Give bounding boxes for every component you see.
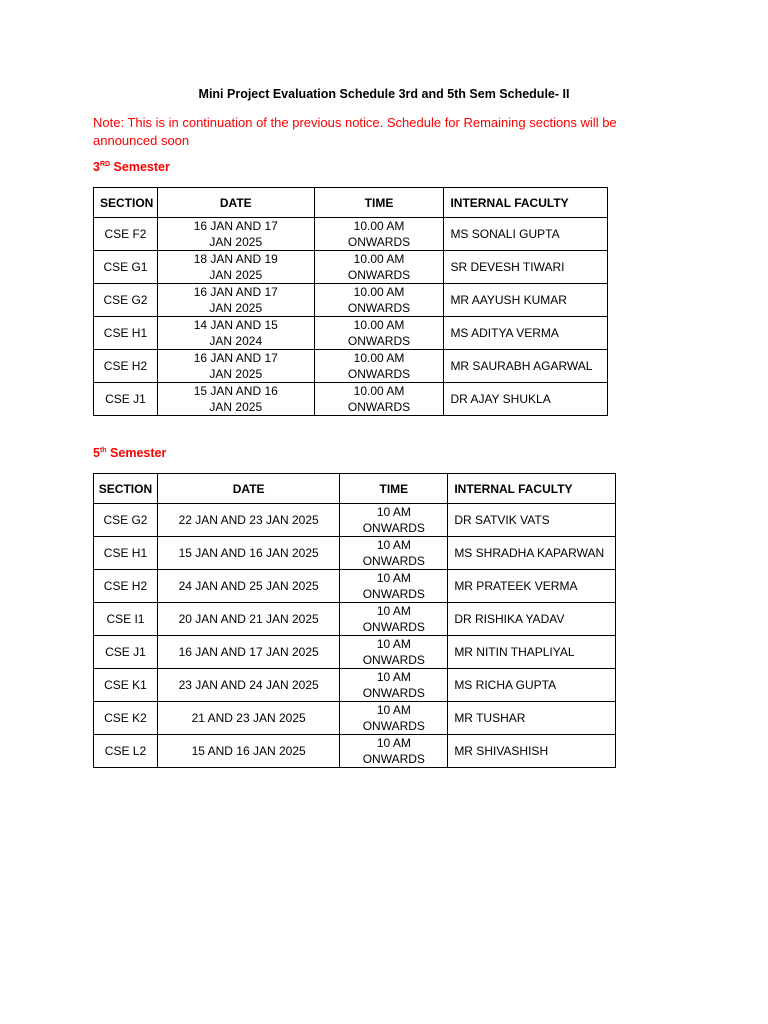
sem3-table bbox=[93, 187, 608, 416]
date-cell: 22 JAN AND 23 JAN 2025 bbox=[157, 504, 339, 537]
sem3-suffix: RD bbox=[99, 161, 111, 168]
table-row bbox=[94, 702, 616, 735]
sem5-heading bbox=[93, 446, 166, 460]
faculty-cell: MS RICHA GUPTA bbox=[448, 669, 616, 702]
sem5-header-row bbox=[94, 474, 616, 504]
section-cell: CSE G2 bbox=[94, 504, 158, 537]
faculty-cell: DR SATVIK VATS bbox=[448, 504, 616, 537]
time-cell: 10.00 AM ONWARDS bbox=[314, 383, 444, 416]
faculty-cell: MR NITIN THAPLIYAL bbox=[448, 636, 616, 669]
section-cell: CSE G2 bbox=[94, 284, 158, 317]
sem5-table bbox=[93, 473, 616, 768]
date-cell: 14 JAN AND 15 JAN 2024 bbox=[157, 317, 314, 350]
faculty-cell: MR TUSHAR bbox=[448, 702, 616, 735]
col-header-time: TIME bbox=[314, 188, 444, 218]
table-row bbox=[94, 537, 616, 570]
table-row bbox=[94, 636, 616, 669]
table-row bbox=[94, 603, 616, 636]
faculty-cell: SR DEVESH TIWARI bbox=[444, 251, 608, 284]
date-cell: 16 JAN AND 17 JAN 2025 bbox=[157, 636, 339, 669]
time-cell: 10.00 AM ONWARDS bbox=[314, 350, 444, 383]
time-cell: 10.00 AM ONWARDS bbox=[314, 284, 444, 317]
time-cell: 10 AM ONWARDS bbox=[340, 603, 448, 636]
faculty-cell: MR SHIVASHISH bbox=[448, 735, 616, 768]
table-row bbox=[94, 350, 608, 383]
sem3-label: Semester bbox=[110, 160, 170, 174]
section-cell: CSE G1 bbox=[94, 251, 158, 284]
col-header-section: SECTION bbox=[94, 474, 158, 504]
faculty-cell: MR PRATEEK VERMA bbox=[448, 570, 616, 603]
section-cell: CSE H1 bbox=[94, 537, 158, 570]
date-cell: 24 JAN AND 25 JAN 2025 bbox=[157, 570, 339, 603]
section-cell: CSE F2 bbox=[94, 218, 158, 251]
date-cell: 21 AND 23 JAN 2025 bbox=[157, 702, 339, 735]
notice-text: Note: This is in continuation of the previous notice. Schedule for Remaining sections will be announced soon bbox=[93, 115, 617, 148]
time-cell: 10 AM ONWARDS bbox=[340, 636, 448, 669]
faculty-cell: MS SHRADHA KAPARWAN bbox=[448, 537, 616, 570]
section-cell: CSE H2 bbox=[94, 350, 158, 383]
date-cell: 20 JAN AND 21 JAN 2025 bbox=[157, 603, 339, 636]
section-cell: CSE J1 bbox=[94, 383, 158, 416]
date-cell: 16 JAN AND 17 JAN 2025 bbox=[157, 284, 314, 317]
section-cell: CSE H1 bbox=[94, 317, 158, 350]
table-row bbox=[94, 504, 616, 537]
sem5-table-body bbox=[94, 504, 616, 768]
sem3-heading bbox=[93, 160, 170, 174]
faculty-cell: MR AAYUSH KUMAR bbox=[444, 284, 608, 317]
time-cell: 10 AM ONWARDS bbox=[340, 537, 448, 570]
col-header-date: DATE bbox=[157, 188, 314, 218]
time-cell: 10 AM ONWARDS bbox=[340, 702, 448, 735]
col-header-faculty: INTERNAL FACULTY bbox=[444, 188, 608, 218]
col-header-faculty: INTERNAL FACULTY bbox=[448, 474, 616, 504]
time-cell: 10 AM ONWARDS bbox=[340, 504, 448, 537]
table-row bbox=[94, 669, 616, 702]
sem3-table-body bbox=[94, 218, 608, 416]
page-title: Mini Project Evaluation Schedule 3rd and 5th Sem Schedule- II bbox=[198, 87, 570, 101]
sem3-number: 3 bbox=[93, 160, 100, 174]
section-cell: CSE K2 bbox=[94, 702, 158, 735]
date-cell: 18 JAN AND 19 JAN 2025 bbox=[157, 251, 314, 284]
table-row bbox=[94, 317, 608, 350]
sem5-number: 5 bbox=[93, 446, 100, 460]
faculty-cell: MS ADITYA VERMA bbox=[444, 317, 608, 350]
faculty-cell: DR AJAY SHUKLA bbox=[444, 383, 608, 416]
table-row bbox=[94, 284, 608, 317]
date-cell: 15 AND 16 JAN 2025 bbox=[157, 735, 339, 768]
sem5-label: Semester bbox=[106, 446, 167, 460]
table-row bbox=[94, 735, 616, 768]
faculty-cell: DR RISHIKA YADAV bbox=[448, 603, 616, 636]
col-header-date: DATE bbox=[157, 474, 339, 504]
time-cell: 10 AM ONWARDS bbox=[340, 735, 448, 768]
section-cell: CSE K1 bbox=[94, 669, 158, 702]
time-cell: 10 AM ONWARDS bbox=[340, 570, 448, 603]
time-cell: 10.00 AM ONWARDS bbox=[314, 218, 444, 251]
date-cell: 15 JAN AND 16 JAN 2025 bbox=[157, 383, 314, 416]
table-row bbox=[94, 218, 608, 251]
sem5-suffix: th bbox=[99, 447, 107, 454]
date-cell: 23 JAN AND 24 JAN 2025 bbox=[157, 669, 339, 702]
time-cell: 10 AM ONWARDS bbox=[340, 669, 448, 702]
table-row bbox=[94, 383, 608, 416]
date-cell: 16 JAN AND 17 JAN 2025 bbox=[157, 218, 314, 251]
faculty-cell: MR SAURABH AGARWAL bbox=[444, 350, 608, 383]
faculty-cell: MS SONALI GUPTA bbox=[444, 218, 608, 251]
date-cell: 15 JAN AND 16 JAN 2025 bbox=[157, 537, 339, 570]
date-cell: 16 JAN AND 17 JAN 2025 bbox=[157, 350, 314, 383]
section-cell: CSE I1 bbox=[94, 603, 158, 636]
time-cell: 10.00 AM ONWARDS bbox=[314, 317, 444, 350]
time-cell: 10.00 AM ONWARDS bbox=[314, 251, 444, 284]
section-cell: CSE H2 bbox=[94, 570, 158, 603]
col-header-time: TIME bbox=[340, 474, 448, 504]
section-cell: CSE J1 bbox=[94, 636, 158, 669]
table-row bbox=[94, 251, 608, 284]
col-header-section: SECTION bbox=[94, 188, 158, 218]
sem3-header-row bbox=[94, 188, 608, 218]
section-cell: CSE L2 bbox=[94, 735, 158, 768]
table-row bbox=[94, 570, 616, 603]
